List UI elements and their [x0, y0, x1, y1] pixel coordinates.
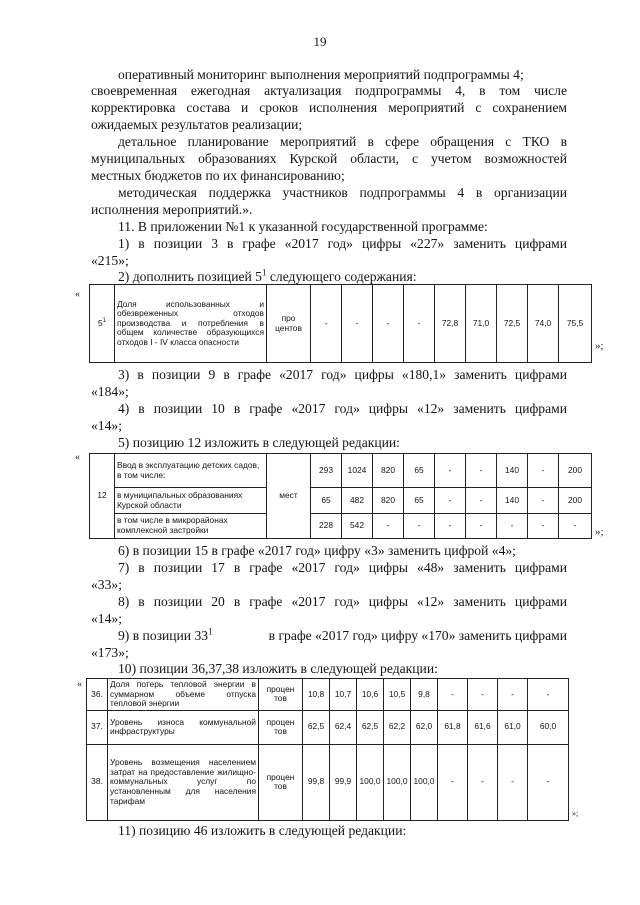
text-line: 11. В приложении №1 к указанной государственной программе:: [118, 219, 488, 234]
item2-text-end: следующего содержания:: [266, 269, 417, 284]
value-cell: -: [435, 488, 466, 514]
value-cell: -: [311, 285, 342, 363]
value-cell: -: [435, 514, 466, 539]
text-line: [118, 268, 417, 285]
open-quote: «: [75, 289, 80, 300]
text-line: муниципальных образованиях Курской области, с учетом возможностей: [91, 151, 567, 166]
value-cell: 100,0: [384, 744, 411, 820]
indicator-name: Доля потерь тепловой энергии в суммарном объеме отпуска тепловой энергии: [108, 679, 259, 711]
unit-cell: процен тов: [259, 744, 303, 820]
value-cell: -: [466, 514, 497, 539]
unit-cell: мест: [267, 454, 311, 539]
text-line: 6) в позиции 15 в графе «2017 год» цифру «3» заменить цифрой «4»;: [118, 543, 516, 558]
value-cell: 99,8: [303, 744, 330, 820]
text-line: [118, 627, 567, 644]
indicator-name: в том числе в микрорайонах комплексной застройки: [115, 514, 267, 539]
value-cell: -: [528, 454, 559, 488]
value-cell: 1024: [342, 454, 373, 488]
value-cell: -: [342, 285, 373, 363]
value-cell: 74,0: [528, 285, 559, 363]
value-cell: 10,7: [330, 679, 357, 711]
value-cell: 820: [373, 454, 404, 488]
value-cell: 9,8: [411, 679, 438, 711]
value-cell: 61,0: [498, 710, 528, 744]
text-line: 10) позиции 36,37,38 изложить в следующей редакции:: [118, 661, 438, 676]
value-cell: 10,5: [384, 679, 411, 711]
value-cell: 61,8: [438, 710, 468, 744]
item9-text-end: в графе «2017 год» цифру «170» заменить цифрами: [268, 628, 567, 643]
value-cell: -: [468, 679, 498, 711]
indicator-name: Уровень износа коммунальной инфраструктуры: [108, 710, 259, 744]
value-cell: -: [373, 285, 404, 363]
text-line: детальное планирование мероприятий в сфере обращения с ТКО в: [118, 134, 567, 149]
close-quote: »;: [595, 340, 604, 352]
value-cell: 482: [342, 488, 373, 514]
item2-text: 2) дополнить позицией 5: [118, 269, 262, 284]
value-cell: 228: [311, 514, 342, 539]
value-cell: 75,5: [559, 285, 592, 363]
text-line: «14»;: [91, 418, 122, 433]
indicator-name: в муниципальных образованиях Курской области: [115, 488, 267, 514]
value-cell: 65: [311, 488, 342, 514]
table-position-5-1: [89, 284, 592, 363]
value-cell: 99,9: [330, 744, 357, 820]
value-cell: -: [468, 744, 498, 820]
table-positions-36-38: [86, 678, 569, 821]
value-cell: 100,0: [411, 744, 438, 820]
value-cell: 100,0: [357, 744, 384, 820]
value-cell: -: [528, 488, 559, 514]
value-cell: 61,6: [468, 710, 498, 744]
text-line: «14»;: [91, 611, 122, 626]
indicator-name: Ввод в эксплуатацию детских садов, в том числе:: [115, 454, 267, 488]
value-cell: 200: [559, 488, 592, 514]
value-cell: 820: [373, 488, 404, 514]
value-cell: -: [466, 488, 497, 514]
unit-cell: процен тов: [259, 679, 303, 711]
open-quote: «: [77, 679, 82, 690]
text-line: ожидаемых результатов реализации;: [91, 117, 303, 132]
position-number: 36.: [87, 679, 108, 711]
value-cell: 62,0: [411, 710, 438, 744]
value-cell: -: [498, 679, 528, 711]
text-line: методическая поддержка участников подпрограммы 4 в организации: [118, 185, 567, 200]
value-cell: 71,0: [466, 285, 497, 363]
text-line: 5) позицию 12 изложить в следующей редакции:: [118, 435, 400, 450]
close-quote: »;: [572, 809, 579, 818]
text-line: 1) в позиции 3 в графе «2017 год» цифры «227» заменить цифрами: [118, 236, 567, 251]
value-cell: 140: [497, 454, 528, 488]
value-cell: -: [438, 679, 468, 711]
value-cell: 62,5: [303, 710, 330, 744]
page-number: 19: [313, 34, 327, 49]
table-position-12: [89, 453, 592, 539]
value-cell: 542: [342, 514, 373, 539]
text-line: исполнения мероприятий.».: [91, 202, 253, 217]
text-line: «215»;: [91, 253, 129, 268]
value-cell: 72,8: [435, 285, 466, 363]
position-number: 38.: [87, 744, 108, 820]
text-line: 3) в позиции 9 в графе «2017 год» цифры «180,1» заменить цифрами: [118, 367, 567, 382]
value-cell: 140: [497, 488, 528, 514]
text-line: оперативный мониторинг выполнения мероприятий подпрограммы 4;: [118, 67, 524, 82]
position-number: 37.: [87, 710, 108, 744]
value-cell: -: [404, 285, 435, 363]
value-cell: -: [466, 454, 497, 488]
text-line: 4) в позиции 10 в графе «2017 год» цифры «12» заменить цифрами: [118, 401, 567, 416]
value-cell: 60,0: [528, 710, 569, 744]
value-cell: -: [373, 514, 404, 539]
value-cell: -: [528, 679, 569, 711]
text-line: «33»;: [91, 577, 122, 592]
value-cell: -: [528, 744, 569, 820]
value-cell: -: [404, 514, 435, 539]
indicator-name: Доля использованных и обезвреженных отходов производства и потребления в общем количестве образующихся отходов I - IV класса опасности: [115, 285, 267, 363]
text-line: своевременная ежегодная актуализация подпрограммы 4, в том числе: [91, 83, 567, 98]
value-cell: -: [497, 514, 528, 539]
value-cell: 62,4: [330, 710, 357, 744]
value-cell: 65: [404, 488, 435, 514]
value-cell: -: [438, 744, 468, 820]
value-cell: -: [528, 514, 559, 539]
indicator-name: Уровень возмещения населением затрат на предоставление жилищно-коммунальных услуг по установленным для населения тарифам: [108, 744, 259, 820]
text-line: корректировка состава и сроков исполнения мероприятий с сохранением: [91, 100, 567, 115]
text-line: 7) в позиции 17 в графе «2017 год» цифры «48» заменить цифрами: [118, 560, 567, 575]
position-number: 12: [90, 454, 115, 539]
position-number: $5^1$: [90, 285, 115, 363]
value-cell: 200: [559, 454, 592, 488]
value-cell: -: [498, 744, 528, 820]
value-cell: 293: [311, 454, 342, 488]
superscript: 1: [261, 267, 267, 278]
text-line: местных бюджетов по их финансированию;: [91, 168, 345, 183]
text-line: 11) позицию 46 изложить в следующей редакции:: [118, 823, 407, 838]
open-quote: «: [75, 452, 80, 463]
close-quote: »;: [595, 526, 604, 538]
value-cell: 62,5: [357, 710, 384, 744]
text-line: «173»;: [91, 645, 129, 660]
value-cell: 65: [404, 454, 435, 488]
value-cell: 62,2: [384, 710, 411, 744]
value-cell: 10,8: [303, 679, 330, 711]
value-cell: -: [559, 514, 592, 539]
value-cell: 10,6: [357, 679, 384, 711]
value-cell: -: [435, 454, 466, 488]
text-line: «184»;: [91, 384, 129, 399]
unit-cell: про центов: [267, 285, 311, 363]
value-cell: 72,5: [497, 285, 528, 363]
unit-cell: процен тов: [259, 710, 303, 744]
item9-text: 9) в позиции $33^1$: [118, 626, 213, 643]
text-line: 8) в позиции 20 в графе «2017 год» цифры «12» заменить цифрами: [118, 594, 567, 609]
